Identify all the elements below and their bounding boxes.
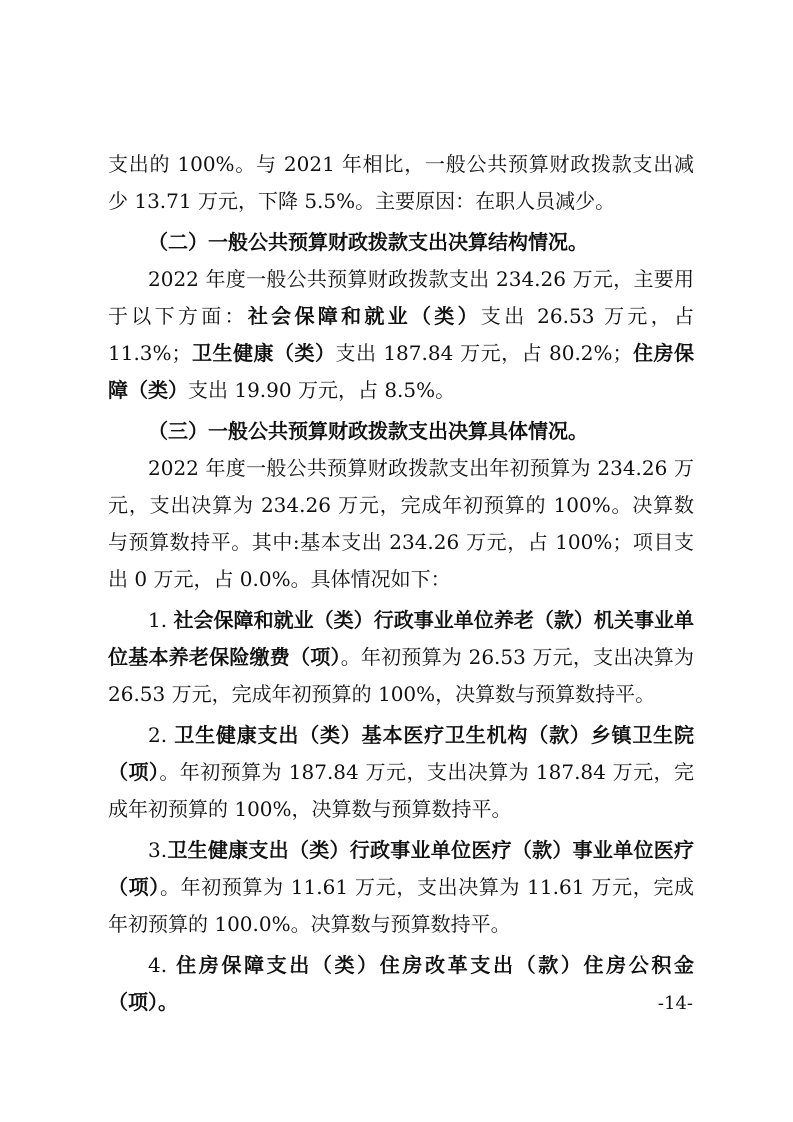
item-title: 卫生健康支出（类）行政事业单位医疗（款）事业单位医疗（项）	[108, 838, 694, 899]
category-housing-text: 支出 19.90 万元，占 8.5%。	[188, 378, 456, 402]
paragraph-details: 2022 年度一般公共预算财政拨款支出年初预算为 234.26 万元，支出决算为 234.26 万元，完成年初预算的 100%。决算数与预算数持平。其中:基本支出 234.26 万元，占 100%；项目支出 0 万元，占 0.0%。具体情况如下：	[108, 456, 694, 591]
item-number: 2.	[148, 723, 168, 747]
section-heading-2: （二）一般公共预算财政拨款支出决算结构情况。	[148, 230, 588, 254]
page-number: -14-	[657, 993, 693, 1014]
section-heading-3: （三）一般公共预算财政拨款支出决算具体情况。	[148, 419, 588, 443]
item-title: 住房保障支出（类）住房改革支出（款）住房公积金（项）。	[108, 953, 695, 1014]
list-item	[108, 832, 694, 943]
paragraph-structure	[108, 261, 694, 409]
category-health: 卫生健康（类）	[191, 341, 336, 365]
body-text	[108, 146, 694, 1021]
structure-intro: 2022 年度一般公共预算财政拨款支出 234.26 万元，主要用于以下方面：	[108, 267, 694, 328]
list-item	[108, 947, 694, 1021]
item-number: 1.	[148, 608, 168, 632]
list-item	[108, 602, 694, 713]
item-number: 3.	[148, 838, 168, 862]
item-title: 卫生健康支出（类）基本医疗卫生机构（款）乡镇卫生院（项）	[108, 723, 695, 784]
item-text: 。年初预算为 187.84 万元，支出决算为 187.84 万元，完成年初预算的 100%，决算数与预算数持平。	[108, 760, 695, 821]
item-number: 4.	[148, 953, 168, 977]
item-text: 。年初预算为 11.61 万元，支出决算为 11.61 万元，完成年初预算的 100.0%。决算数与预算数持平。	[108, 875, 694, 936]
category-social-security: 社会保障和就业（类）	[247, 304, 481, 328]
category-housing: 住房保障（类）	[108, 341, 695, 402]
item-text: 。年初预算为 26.53 万元，支出决算为 26.53 万元，完成年初预算的 100%，决算数与预算数持平。	[108, 645, 695, 706]
category-social-security-text: 支出 26.53 万元，占 11.3%；	[108, 304, 695, 365]
item-title: 社会保障和就业（类）行政事业单位养老（款）机关事业单位基本养老保险缴费（项）	[108, 608, 695, 669]
paragraph-continuation: 支出的 100%。与 2021 年相比，一般公共预算财政拨款支出减少 13.71 万元，下降 5.5%。主要原因：在职人员减少。	[108, 152, 694, 213]
list-item	[108, 717, 694, 828]
category-health-text: 支出 187.84 万元，占 80.2%；	[335, 341, 633, 365]
